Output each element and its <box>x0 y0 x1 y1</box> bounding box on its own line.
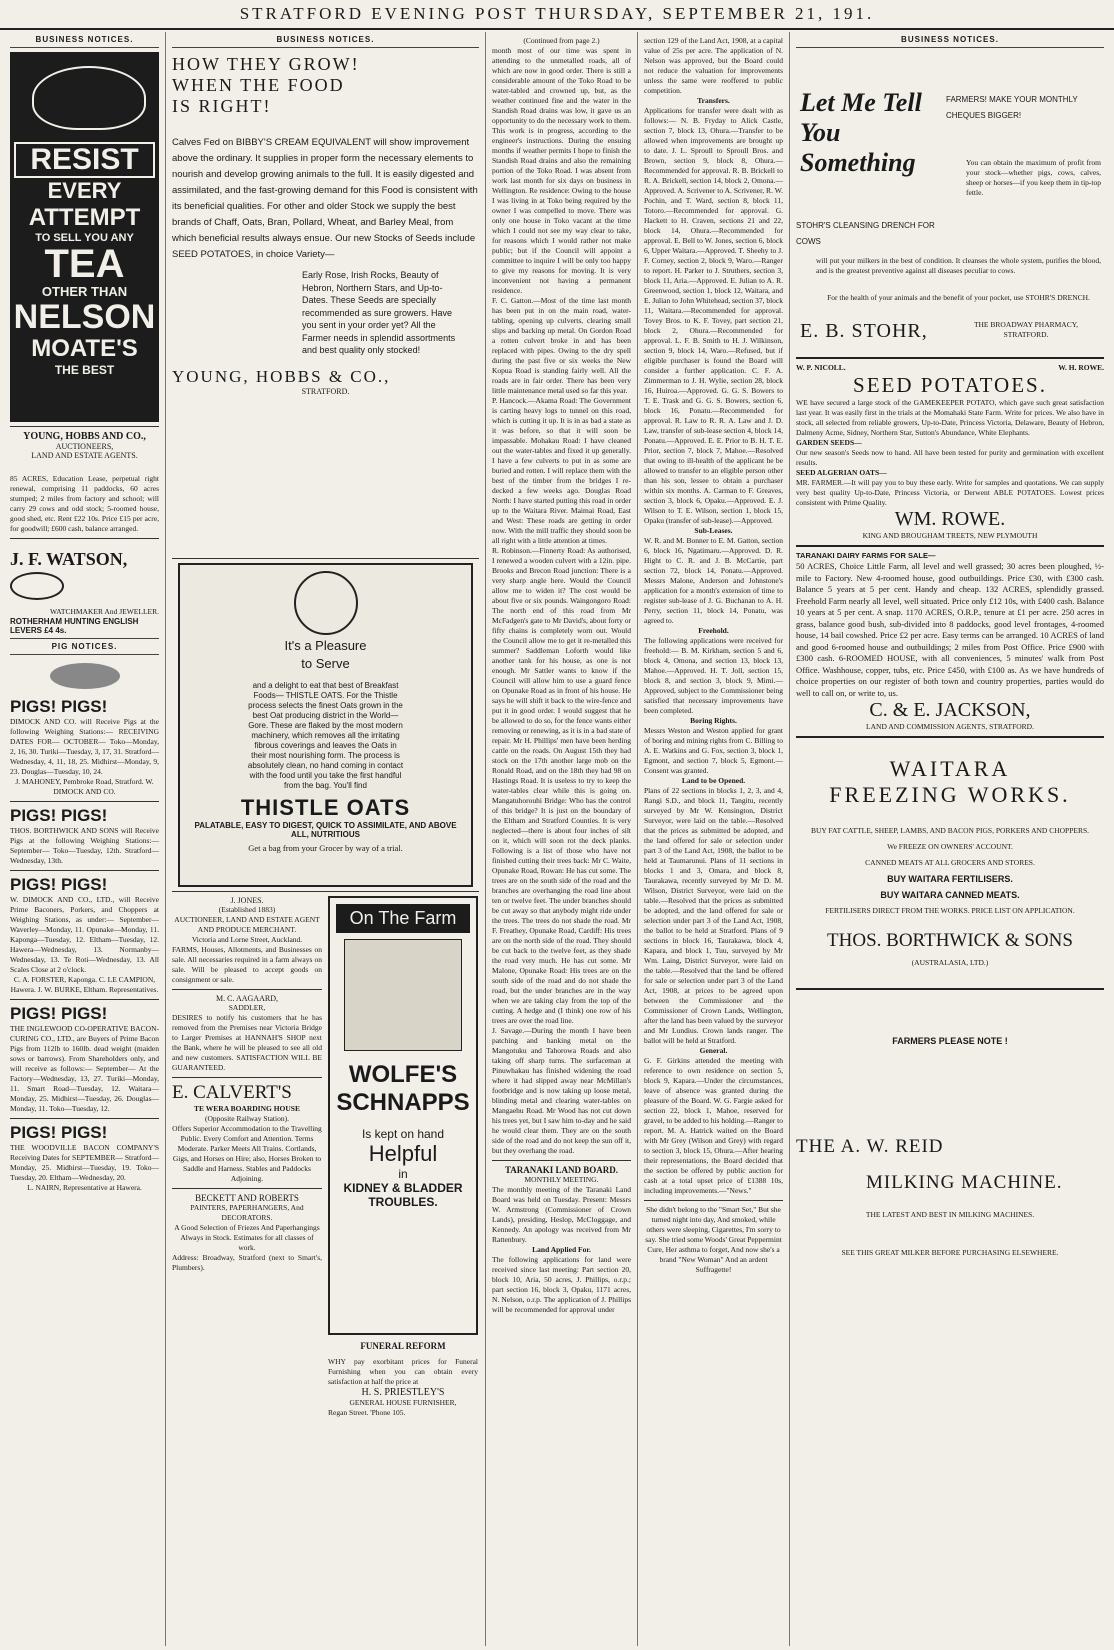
boring-title: Boring Rights. <box>690 716 737 725</box>
wolfe-line: in <box>398 1167 408 1181</box>
grow-title: WHEN THE FOOD <box>172 75 345 95</box>
opened-body: Plans of 22 sections in blocks 1, 2, 3, and 4, Rangi S.D., and block 11, Tangitu, recently surveyed by Mr W. Kensington, District Surveyor, were laid on the table.—Resolved that the prices as submitted be adopted, and the land offered for sale or selection under part 3 of the Land Act, 1908, the ballot to be held at Taumarunui. Plans of 11 sections in blocks 1 and 3, Omara, and block 8, Taurakawa, recently surveyed by Mr D. M. Wilson, District Surveyor, were laid on the table.—Resolved that the prices as submitted be adopted, and the land offered for sale or selection under part 3 of the Land Act, 1908, the ballot to be held at Stratford. Plans of 9 sections in block 16, Taurakawa, block 4, Kapara, and block 1, Tuu, surveyed by Mr Wm. Laing, District Surveyor, were laid on the table.—Resolved that the land be offered for sale or selection under part 3 of the Land Act, 1908, at prices to be agreed upon between the Commissioner and the Commissioner of Crown Lands, Wellington, after the land has been valued by the surveyor and Mr Lundius. Crown lands ranger. The ballot will be held at Stratford. <box>644 786 783 1045</box>
dairy-title: TARANAKI DAIRY FARMS FOR SALE— <box>796 551 936 560</box>
watch-icon <box>10 572 64 600</box>
poem: She didn't belong to the "Smart Set," But she turned night into day, And smoked, while others were sleeping, Cigarettes, I'm sorry to say. She tried some Woods' Great Peppermint Cure, Her asthma to forget, And now she's a brand "New Woman" And an ardent Suffragette! <box>645 1205 782 1274</box>
watson-title: J. F. WATSON, <box>10 549 128 569</box>
column-4 <box>638 32 790 1646</box>
reid-note: FARMERS PLEASE NOTE ! <box>892 1036 1008 1046</box>
column-5 <box>790 32 1110 1646</box>
waitara-fert: BUY WAITARA FERTILISERS. <box>887 874 1013 884</box>
pig2-body: THOS. BORTHWICK AND SONS will Receive Pigs at the following Weighing Stations:— September— Toko—Tuesday, 12th. Stratford—Wednesday, 13th. <box>10 826 159 865</box>
borthwick-sub: (AUSTRALASIA, LTD.) <box>911 958 989 967</box>
section-header: BUSINESS NOTICES. <box>172 32 479 48</box>
column-3 <box>486 32 638 1646</box>
wolfe-line: Is kept on hand <box>361 1127 445 1141</box>
aagaard-sub: SADDLER, <box>228 1003 266 1012</box>
column-2 <box>166 32 486 1646</box>
general-title: General. <box>699 1046 728 1055</box>
tlb-title: TARANAKI LAND BOARD. <box>504 1165 619 1175</box>
left-sub-column <box>172 896 322 1418</box>
pig5-sign: L. NAIRN, Representative at Hawera. <box>27 1183 142 1192</box>
reid-sub: THE LATEST AND BEST IN MILKING MACHINES. <box>865 1210 1035 1219</box>
right-sub-column <box>328 896 478 1418</box>
boring-body: Messrs Weston and Weston applied for grant of boring and mining rights from C. Billing to A. E. Watkins and G. Fox, section 3, block 1, Egmont, and section 7, block 5, Egmont.—Consent was granted. <box>644 726 783 775</box>
waitara-freeze: We FREEZE ON OWNERS' ACCOUNT. <box>887 842 1013 851</box>
waitara-meats: BUY WAITARA CANNED MEATS. <box>880 890 1020 900</box>
funeral-body: WHY pay exorbitant prices for Funeral Furnishing when you can obtain every satisfaction at half the price at <box>328 1357 478 1386</box>
stohr-body2: will put your milkers in the best of condition. It cleanses the whole system, purifies the blood, and is the greatest preventive against all diseases peculiar to cows. <box>816 256 1101 275</box>
funeral-addr: Regan Street. 'Phone 105. <box>328 1408 406 1417</box>
pig3-title: PIGS! PIGS! <box>10 875 108 894</box>
jackson-sub: LAND AND COMMISSION AGENTS, STRATFORD. <box>866 722 1034 731</box>
freehold-body: The following applications were received for freehold:— B. M. Kirkham, section 5 and 6, block 4, Omona, and section 13, block 13, Mahoe.—Approved. H. T. Joll, section 15, block 8, and section 3, block 9, Mimi.—Approved, subject to the Commissioner being satisfied that necessary improvements have been completed. <box>644 636 783 715</box>
calvert-title: E. CALVERT'S <box>172 1082 292 1103</box>
oats-pleasure: It's a Pleasure to Serve <box>284 638 367 671</box>
pig3-sign: C. A. FORSTER, Kaponga. C. LE CAMPION, Hawera. J. W. BURKE, Eltham. Representatives. <box>10 975 159 994</box>
seed-garden-body: Our new season's Seeds now to hand. All have been tested for purity and germination with excellent results. <box>796 448 1104 467</box>
beckett-addr: Address: Broadway, Stratford (next to Smart's, Plumbers). <box>172 1253 322 1272</box>
article-paragraph: P. Hancock.—Akama Road: The Government is carting heavy logs to tunnel on this road, which is cutting it up. It is in as bad a state as it was before, so that it will soon be impassable. Mohakau Road: I have cleaned out the water-tables and fixed it up generally. I have a few culverts to put in as some are buried and rotten. I will replace them with the best of the timber from the bridges I re-decked a few weeks ago. Douglas Road North: I have started putting this road in order up to the Waitara River. Maimai Road, East and West: These roads are getting in order now. With the mill traffic they should soon be all right with a little attention at times. <box>492 396 631 545</box>
transfers-body: Applications for transfer were dealt with as follows:— N. B. Fryday to Alick Castle, section 7, block 13, Ohura.—Transfer to be allowed when improvements are brought up to date. J. L. Sproull to Sproull Bros. and Brown, section 9, block 8, Ohura.—Recommended for approval. R. B. Brickell to R. A. Brickell, section 14, block 2, Omona.—Approved. A. Scrivener to A. Scrivener, R. W. Pochin, and T. Ward, section 8, block 11, Totoro.—Recommended for approval. G. Hackett to H. Craven, sections 21 and 22, block 14, Ohura.—Recommended for approval. E. Bell to W. Jones, section 6, block 6, Upper Waitara.—Approved. T. Sheehy to J. F. Corney, section 2, block 9, Waro.—Ranger to report. H. Parker to J. Struthers, section 3, block 11, Aria.—Approved. E. Julian to A. R. Greenwood, section 1, block 12, Waitara, and E. Julian to John Whitehead, section 37, block 11, Waitara.—Recommended for approval. Tovey Bros. to K. F. Tovey, part section 21, block 2, Ohura.—Recommended for approval. L. F. B. Smith to H. J. Wilkinson, section 9, block 14, Waro.—Refused, but if eligible purchaser is found the Board will consider a further application. C. F. A. Zimmerman to J. H. Wylie, section 28, block 16, Huiroa.—Approved. G. G. S. Bowers to T. E. Trask and G. G. S. Bowers, section 6, block 16, Ponatu.—Recommended for approval. R. Law to R. R. A. Law and J. D. Law, transfer of sub-lease section 4, block 14, Ponatu.—Approved. E. E. Prior to B. H. T. E. Prior, section 7, block 7, Mahoe.—Resolved that owing to ill-health of the applicant he be allowed to transfer to an eligible person other than his son, lessee to obtain a purchaser within six months. A. Carman to F. Greaves, section 3, block 6, Opaku.—Approved. E. J. Wilson to T. E. Wilson, section 1, block 15, Opaku (transfer of sub-lease).—Approved. <box>644 106 784 525</box>
stohr-name: E. B. STOHR, <box>800 320 928 342</box>
farm-scene-icon <box>344 939 462 1051</box>
jones-addr: Victoria and Lorne Street, Auckland. <box>191 935 303 944</box>
stohr-farmers: FARMERS! MAKE YOUR MONTHLY CHEQUES BIGGER! <box>946 95 1078 120</box>
thistle-oats-advert <box>178 563 473 887</box>
aagaard-title: M. C. AAGAARD, <box>215 994 278 1003</box>
pig2-title: PIGS! PIGS! <box>10 806 108 825</box>
young-sub: AUCTIONEERS, <box>55 442 114 451</box>
aagaard-body: DESIRES to notify his customers that he has removed from the Premises near Victoria Bridge to Larger Premises at HANNAH'S SHOP next the Bank, where he will be pleased to see all old and new customers. SATISFACTION WILL BE GUARANTEED. <box>172 1013 322 1072</box>
tea-line: OTHER THAN <box>41 284 128 299</box>
wolfe-line: KIDNEY & BLADDER TROUBLES. <box>343 1181 463 1209</box>
watson-sub: WATCHMAKER And JEWELLER. <box>50 607 159 616</box>
dairy-body: 50 ACRES, Choice Little Farm, all level and well grassed; 30 acres been ploughed, ½-mile to Factory. New 4-roomed house, good outbuildings. Price £30, with £300 cash. Balance 5 years at 5 per cent. Handy and cheap. 132 ACRES, splendidly grassed. Freehold Farm nearly all level, well situated. Price only £12 10s, with £400 cash. Balance 10 years at 5 per cent. A snap. 1170 ACRES, O.R.P., tenure at £1 per acre. 250 acres in grass, balance good bush, sub-divided into 8 paddocks, good level frontages, 4-roomed house, 14 bail cowshed. Price £2 per acre. Easy terms can be arranged. 10 ACRES of land and good 6-roomed house and outbuildings; 2 miles from Post Office. Price £900 with £300 cash. 6-ROOMED HOUSE, with all conveniences, 5 minutes' walk from Post Office. Washhouse, copper, tubs, etc. Price £450, with £100 as. As we have hundreds of choice properties on our register of both town and country properties, parties would do well to call on, or write to, us. <box>796 561 1104 698</box>
funeral-title: FUNERAL REFORM <box>360 1341 446 1351</box>
pig1-sign: J. MAHONEY, Pembroke Road, Stratford. W. DIMOCK AND CO. <box>15 777 154 796</box>
calvert-sub: TE WERA BOARDING HOUSE <box>194 1104 300 1113</box>
reid-title: MILKING MACHINE. <box>866 1172 1063 1193</box>
young-title: YOUNG, HOBBS AND CO., <box>23 431 146 442</box>
jones-sub: AUCTIONEER, LAND AND ESTATE AGENT AND PRODUCE MERCHANT. <box>174 915 320 934</box>
calvert-body: Offers Superior Accommodation to the Travelling Public. Every Comfort and Attention. Terms Moderate. Parker Meets All Trains. Cortlands, Gigs, and Horses on Hire; also, Horses Broken to Saddle and Harness. Stables and Paddocks Adjoining. <box>172 1124 322 1183</box>
seed-addr: KING AND BROUGHAM TREETS, NEW PLYMOUTH <box>862 531 1038 540</box>
funeral-sign: H. S. PRIESTLEY'S <box>361 1387 445 1398</box>
grow-title: IS RIGHT! <box>172 96 272 116</box>
oats-body: and a delight to eat that best of Breakfast Foods— THISTLE OATS. For the Thistle process selects the finest Oats grown in the best Oat producing district in the World—Gore. These are flaked by the most modern machinery, which removes all the irritating fibrous coverings and leaves the Oats in their most nourishing form. The process is absolutely clean, no hand coming in contact with the food until you take the first handful from the bag. You'll find <box>247 681 404 790</box>
opened-title: Land to be Opened. <box>681 776 746 785</box>
seed-body: WE have secured a large stock of the GAMEKEEPER POTATO, which gave such great satisfaction last year. It was easily first in the trials at the Momahaki State Farm. Write for prices. We also have in stock, all selected from reliable growers, Up-to-Date, Princess Victoria, Delaware, Beauty of Hebron, Dalmeny Acme, Sidney, Northern Star, Sutton's Abundance, White Elephants. <box>796 398 1104 437</box>
article-paragraph: F. C. Gatton.—Most of the time last month has been put in on the main road, water-tabling, opening up culverts, clearing small slips and backing up metal. On Gordon Road a rotten culvert broke in and has been replaced with pipes. Owing to the dry spell during the past five or six weeks the New Kopua Road is standing fairly well. All the roads are in fair order. There has been very little maintenance metal used so far this year. <box>492 296 631 395</box>
grow-title: HOW THEY GROW! <box>172 54 360 74</box>
grow-varieties: Early Rose, Irish Rocks, Beauty of Hebron, Northern Stars, and Up-to-Dates. These Seeds are specially recommended as sure growers. Have you sent in your order yet? All the Farmer needs in splendid assortments and best quality only stocked! <box>302 270 456 355</box>
stohr-body: You can obtain the maximum of profit from your stock—whether pigs, cows, calves, sheep or horses—if you keep them in tip-top fettle. <box>966 158 1101 197</box>
tea-line: RESIST <box>14 142 155 178</box>
stohr-pharm: THE BROADWAY PHARMACY, STRATFORD. <box>973 320 1079 339</box>
pig5-title: PIGS! PIGS! <box>10 1123 108 1142</box>
beckett-sub: PAINTERS, PAPERHANGERS, And DECORATORS. <box>190 1203 304 1222</box>
seed-garden: GARDEN SEEDS— <box>796 438 862 447</box>
pig4-title: PIGS! PIGS! <box>10 1004 108 1023</box>
pig-icon <box>50 663 120 689</box>
borthwick-name: THOS. BORTHWICK & SONS <box>827 930 1073 951</box>
oats-tag: PALATABLE, EASY TO DIGEST, QUICK TO ASSIMILATE, AND ABOVE ALL, NUTRITIOUS <box>194 821 457 839</box>
waitara-buy: BUY FAT CATTLE, SHEEP, LAMBS, AND BACON PIGS, PORKERS AND CHOPPERS. <box>810 826 1090 835</box>
tea-line: ATTEMPT <box>28 204 141 231</box>
pig1-title: PIGS! PIGS! <box>10 697 108 716</box>
tea-line: TEA <box>44 242 125 286</box>
tlb-sub: MONTHLY MEETING. <box>524 1175 599 1184</box>
applied-title: Land Applied For. <box>532 1245 591 1254</box>
waitara-direct: FERTILISERS DIRECT FROM THE WORKS. PRICE LIST ON APPLICATION. <box>825 906 1075 915</box>
grow-sign: YOUNG, HOBBS & CO., <box>172 366 391 386</box>
reid-title: THE A. W. REID <box>796 1136 944 1157</box>
pig4-body: THE INGLEWOOD CO-OPERATIVE BACON-CURING CO., LTD., are Buyers of Prime Bacon Pigs from 112lb to 160lb. dead weight (maiden sows or barrows). From Shareholders only, and will receive as follows:— September— At the Factory—Wednesday, 13, 27. Turiki—Monday, 11. Smart Road—Tuesday, 12. Waitara—Monday, 25. Midhirst—Tuesday, 26. Douglas—Monday, 11. Toko—Tuesday, 12. <box>10 1024 159 1113</box>
jones-est: (Established 1883) <box>218 905 276 914</box>
young-sub2: LAND AND ESTATE AGENTS. <box>31 451 138 460</box>
stohr-drench: STOHR'S CLEANSING DRENCH FOR COWS <box>796 221 935 246</box>
jones-title: J. JONES. <box>230 896 264 905</box>
wolfe-line: Helpful <box>368 1141 438 1166</box>
article-paragraph: J. Savage.—During the month I have been patching and banking metal on the Mangotuku and Tahorowa Roads and also taking off sharp turns. The surfaceman at Pinuwhakau has finished widening the road where it had slipped away near McMillan's footbridge and is now taking up loose metal, blinding metal and clearing water-tables on Mangaehu Road. Mr Wood has not cut down his trees yet, but I saw him to-day and he said he would clear them. They are on the south side of the road and do not keep the sun off it, but they overhang the road. <box>492 1026 631 1155</box>
sublease-body: W. R. and M. Bonner to E. M. Gatton, section 6, block 16, Ngatimaru.—Approved. D. R. Hight to C. R. and J. B. McCartie, part section 72, block 14, Ponatu.—Approved. Messrs Malone, Anderson and Johnstone's application for a month's extension of time to register sub-lease of J. G. Buchanan to A. H. Perry, section 11, block 14, Ponatu, was agreed to. <box>644 536 783 625</box>
wolfe-advert <box>328 896 478 1335</box>
beckett-body: A Good Selection of Friezes And Paperhangings Always in Stock. Estimates for all classes of work. <box>174 1223 320 1252</box>
article-paragraph: month most of our time was spent in attending to the unmetalled roads, all of which are now in good order. There is still a considerable amount of the Toko Road to be water-tabled and crowned up, but, as the weather continued fine and the water in the Standish Road drains was low, it gave us an opportunity to do the necessary work to them. This work is in progress, according to the engineer's instructions. During the ensuing months if weather permits I hope to finish the Standish Road drains and also the remaining portion of the Toko Road. I was absent from work last month for six days on business in Wellington. Re residence: Owing to the house I was living in at Toko being required by the owner I was compelled to move. There was only one house in Toko vacant at the time which I could not see my way clear to take, for reasons which I would rather not make public; but if the Council will appoint a committee to inquire I will be only too happy to give my reasons for moving. It is very inconvenient not having a permanent residence. <box>492 46 631 295</box>
farm-title: On The Farm <box>336 904 470 933</box>
stohr-script: Let Me Tell You Something <box>800 88 922 177</box>
tea-line: MOATE'S <box>31 335 138 362</box>
waitara-title: FREEZING WORKS. <box>829 782 1071 807</box>
funeral-sub: GENERAL HOUSE FURNISHER, <box>349 1398 457 1407</box>
grow-body: Calves Fed on BIBBY'S CREAM EQUIVALENT will show improvement above the ordinary. It supplies in proper form the necessary elements to nourish and develop growing animals to the full. It is easily digested and assimilated, and the fast-growing demand for this Food is consistent with its beneficial qualities. For other and older Stock we supply the best brands of Chaff, Oats, Bran, Pollard, Wheat, and Barley Meal, from which beneficial results always ensue. Our new Stocks of Seeds include SEED POTATOES, in choice Variety— <box>172 137 478 260</box>
grow-advert <box>172 54 479 554</box>
stohr-health: For the health of your animals and the benefit of your pocket, use STOHR'S DRENCH. <box>827 293 1090 302</box>
lady-icon <box>294 571 358 635</box>
young-body: 85 ACRES, Education Lease, perpetual right renewal, comprising 11 paddocks, 60 acres stumped; 2 miles from factory and school; will carry 29 cows and odd stock; 5-roomed house, good shed, etc. Rent £22 10s. Price £15 per acre, for goodwill; £600 cash, balance arranged. <box>10 474 159 533</box>
beckett-title: BECKETT AND ROBERTS <box>195 1193 299 1203</box>
seed-title: SEED POTATOES. <box>853 373 1047 397</box>
general-body: G. F. Girkins attended the meeting with reference to own residence on section 5, block 9, Kapara.—Under the circumstances, leave of absence was granted during the pleasure of the Board. W. G. Fargie asked for section 22, block 1, Mahoe, reserved for gravel, to be added to his holding.—Ranger to report. M. A. Hatrick waited on the Board with Mr Grey (Wilson and Grey) with regard to section 3, block 15, Ohura.—After hearing their representations, the Board decided that the section be offered by public auction for cash at a total upset price of £1388 10s, including improvements.—"News." <box>644 1056 783 1195</box>
freehold-title: Freehold. <box>698 626 729 635</box>
applied-body: The following applications for land were received since last meeting: Part section 20, block 10, Aria, 50 acres, J. Phillips, o.r.p.; part section 16, block 3, Opaku, 1171 acres, N. Nelson, o.r.p. The application of J. Phillips will be recommended for approval under <box>492 1255 631 1314</box>
pig3-body: W. DIMOCK AND CO., LTD., will Receive Prime Baconers, Porkers, and Choppers at Weighing Stations, as under:— September— Waverley—Monday, 11. Opunake—Monday, 11. Kaponga—Tuesday, 12. Eltham—Tuesday, 12. Hawera—Wednesday, 13. Normanby—Wednesday, 13. Te Roti—Wednesday, 13. All Scales Close at 2 o'clock. <box>10 895 159 974</box>
tlb-body: The monthly meeting of the Taranaki Land Board was held on Tuesday. Present: Messrs W. Armstrong (Commissioner of Crown Lands), presiding, Heslop, McCloggage, and Kennedy. An apology was received from Mr Rattenbury. <box>492 1185 631 1244</box>
tea-line: NELSON <box>13 298 156 336</box>
stohr-advert <box>796 48 1104 353</box>
grow-place: STRATFORD. <box>301 386 350 396</box>
section-header: BUSINESS NOTICES. <box>796 32 1104 48</box>
tea-advert <box>10 52 159 422</box>
waitara-canned: CANNED MEATS AT ALL GROCERS AND STORES. <box>865 858 1035 867</box>
pig-header: PIG NOTICES. <box>10 638 159 655</box>
oats-foot: Get a bag from your Grocer by way of a trial. <box>248 843 403 853</box>
jones-body: FARMS, Houses, Allotments, and Businesses on sale. All necessaries required in a farm always on sale. Will be pleased to accept goods on consignment or sale. <box>172 945 322 984</box>
article-paragraph: section 129 of the Land Act, 1908, at a capital value of 25s per acre. The application of N. Nelson was approved, but the Board could not reduce the valuation for improvements unless the same were reoffered to public competition. <box>644 36 783 95</box>
tea-line: TO SELL YOU ANY <box>35 232 134 244</box>
tea-line: EVERY <box>47 178 122 203</box>
wolfe-name: WOLFE'S SCHNAPPS <box>336 1061 470 1116</box>
transfers-title: Transfers. <box>697 96 730 105</box>
reid-foot: SEE THIS GREAT MILKER BEFORE PURCHASING ELSEWHERE. <box>841 1248 1059 1257</box>
masthead: STRATFORD EVENING POST THURSDAY, SEPTEMBER 21, 191. <box>0 0 1114 30</box>
watson-body: ROTHERHAM HUNTING ENGLISH LEVERS £4 4s. <box>10 617 139 635</box>
pig5-body: THE WOODVILLE BACON COMPANY'S Receiving Dates for SEPTEMBER— Stratford—Monday, 25. Midhirst—Tuesday, 19. Toko—Tuesday, 20. Eltham—Wednesday, 20. <box>10 1143 159 1182</box>
seed-oats: SEED ALGERIAN OATS— <box>796 468 887 477</box>
seed-name: WM. ROWE. <box>894 508 1006 530</box>
calvert-place: (Opposite Railway Station). <box>205 1114 289 1123</box>
continued-note: (Continued from page 2.) <box>523 36 600 45</box>
oats-name: THISTLE OATS <box>240 795 411 820</box>
column-1 <box>4 32 166 1646</box>
sublease-title: Sub-Leases. <box>694 526 733 535</box>
section-header: BUSINESS NOTICES. <box>10 32 159 48</box>
waitara-title: WAITARA <box>889 756 1011 781</box>
seed-right: W. H. ROWE. <box>1058 363 1104 372</box>
seed-left: W. P. NICOLL. <box>796 363 846 372</box>
jackson-name: C. & E. JACKSON, <box>869 699 1031 721</box>
article-paragraph: R. Robinson.—Finnerty Road: As authorised, I renewed a wooden culvert with a 12in. pipe. Brooks and Brecon Road junction: There is a very sharp angle here. Would the Council allow me to widen it? The cost would be about five or six pounds. Waingongoro Road: The north end of this road from Mr McFadgen's gate to Mr David's, about forty or fifty chains is completely worn out. Would the Council allow me to get it re-metalled this summer? Saddleman Loforth would like another tank for his house, as one is not enough. Mr Sattler wants to know if the Council will allow him to use a guard fence on Opunake Road as in front of his house. He says he will shift it back to the wire-fence and put it in good order. I would suggest that he be allowed to do so, for the fence wants either removing or renewing, as it is in a bad state of repair. Mr H. Phillips' men have been herding cattle on the roads. On August 15th they had stock on the 17th another large mob on the Ronald Road, and on the 18th they had 98 on Hastings Road. It is useless to try to keep the water-tables clear while this is going on. Mangatuhorouhi Bridge: Who has the control of this bridge? It is just on the boundary of the Eltham and Stratford Counties. It is very neglected—there is about four inches of silt on it, which will soon rot the deck planks. Following is a list of those who have not finished cutting their trees back: Mr C. Waite, Opunake Road, Rowan: He has cut some. The trees are on the south side of the road and the branches are overhanging the road line about ten or twelve feet. The under branches should be cut away so that anybody might ride under the trees. The trees do not shade the road. Mr F. Freathey, Opunake Road, Cardiff: His trees are on the north side of the road. They should be cut back to the twelve feet, as they shade the road very much. He has cut some. Mr Malone, Opunake Road: His trees are on the south side of the road and do not shade the road, but the under branches are in the way when we are taking clay from the top of the cutting. A hedge and (I think) one row of his trees are over the road line. <box>492 546 631 1025</box>
pig1-body: DIMOCK AND CO. will Receive Pigs at the following Weighing Stations:— RECEIVING DATES FOR— OCTOBER— Toko—Monday, 2, 16, 30. Turiki—Tuesday, 3, 17, 31. Stratford—Wednesday, 4, 11, 18, 25. Midhirst—Monday, 9, 23. Douglas—Tuesday, 10, 24. <box>10 717 159 776</box>
tea-pot-icon <box>32 66 146 130</box>
tea-line: THE BEST <box>54 363 115 377</box>
seed-oats-body: MR. FARMER.—It will pay you to buy these early. Write for samples and quotations. We can supply very best quality Up-to-Date, Princess Victoria, or Derwent ABLE POTATOES. Lowest prices consistent with Prime Quality. <box>796 478 1104 507</box>
